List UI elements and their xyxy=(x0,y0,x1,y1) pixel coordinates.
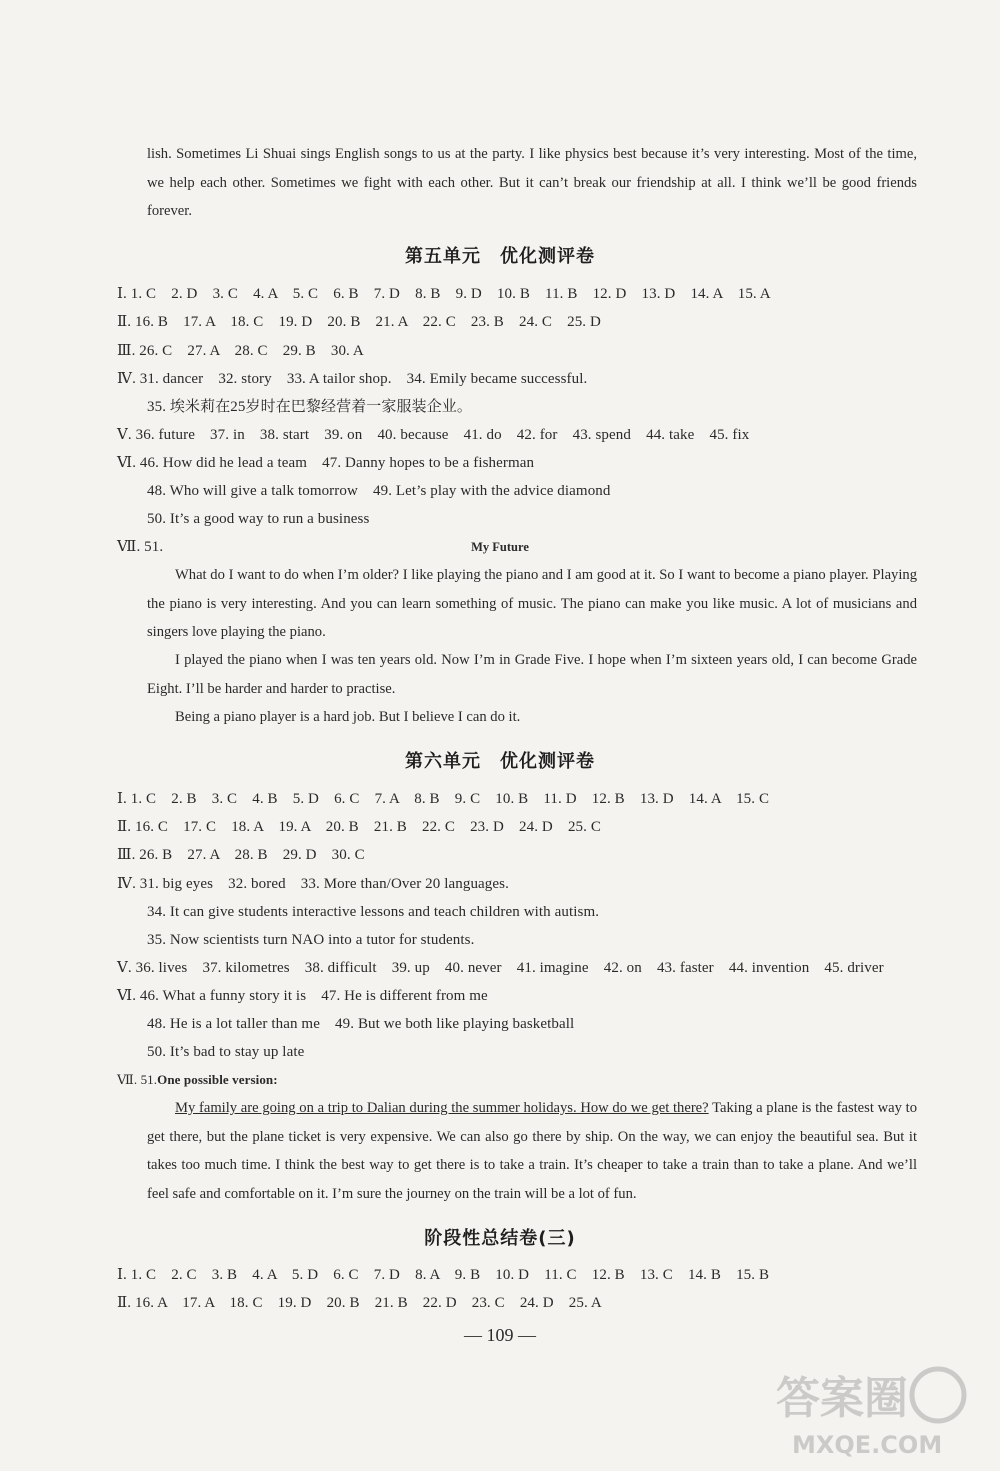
unit6-line-9: 48. He is a lot taller than me 49. But we both like playing basketball xyxy=(147,1016,575,1032)
unit6-essay-underlined: My family are going on a trip to Dalian during the summer holidays. How do we get there? xyxy=(175,1100,709,1116)
unit5-line-6: Ⅴ. 36. future 37. in 38. start 39. on 40. because 41. do 42. for 43. spend 44. take 45. fix xyxy=(117,427,750,443)
unit5-title: 第五单元 优化测评卷 xyxy=(405,246,595,267)
unit6-line-6: 35. Now scientists turn NAO into a tutor for students. xyxy=(147,932,475,948)
unit6-line-3: Ⅲ. 26. B 27. A 28. B 29. D 30. C xyxy=(117,847,365,863)
unit6-q51-label: One possible version: xyxy=(157,1072,278,1087)
watermark-text: 答案圈 xyxy=(776,1373,908,1424)
unit5-line-4: Ⅳ. 31. dancer 32. story 33. A tailor shop. 34. Emily became successful. xyxy=(117,371,588,387)
unit5-essay-paragraph-2: I played the piano when I was ten years old. Now I’m in Grade Five. I hope when I’m sixteen years old, I can become Grade Eight. I’ll be harder and harder to practise. xyxy=(147,652,917,697)
unit6-q51 xyxy=(117,1071,278,1089)
unit6-line-2: Ⅱ. 16. C 17. C 18. A 19. A 20. B 21. B 22. C 23. D 24. D 25. C xyxy=(117,819,601,835)
watermark-logo xyxy=(766,1361,976,1461)
unit6-essay-rest: Taking a plane is the fastest way to get there, but the plane ticket is very expensive. We can also go there by ship. On the way, we can enjoy the beautiful sea. But it takes too much time. I think the best way to get there is to take a train. It’s cheaper to take a train than to take a plane. And we’ll feel safe and comfortable on it. I’m sure the journey on the train will be a lot of fun. xyxy=(147,1100,917,1202)
unit6-line-5: 34. It can give students interactive lessons and teach children with autism. xyxy=(147,904,600,920)
unit6-line-4: Ⅳ. 31. big eyes 32. bored 33. More than/Over 20 languages. xyxy=(117,876,509,892)
unit5-line-9: 50. It’s a good way to run a business xyxy=(147,511,370,527)
unit5-line-5: 35. 埃米莉在25岁时在巴黎经营着一家服装企业。 xyxy=(147,399,473,415)
unit6-q51-prefix: Ⅶ. 51. xyxy=(117,1072,158,1087)
unit5-essay-paragraph-3: Being a piano player is a hard job. But I believe I can do it. xyxy=(175,709,521,725)
unit6-line-7: Ⅴ. 36. lives 37. kilometres 38. difficult 39. up 40. never 41. imagine 42. on 43. faster 44. invention 45. driver xyxy=(117,960,884,976)
unit6-line-1: Ⅰ. 1. C 2. B 3. C 4. B 5. D 6. C 7. A 8. B 9. C 10. B 11. D 12. B 13. D 14. A 15. C xyxy=(117,791,770,807)
page-number: — 109 — xyxy=(464,1325,536,1345)
unit5-line-1: Ⅰ. 1. C 2. D 3. C 4. A 5. C 6. B 7. D 8. B 9. D 10. B 11. B 12. D 13. D 14. A 15. A xyxy=(117,286,771,302)
stage3-line-2: Ⅱ. 16. A 17. A 18. C 19. D 20. B 21. B 22. D 23. C 24. D 25. A xyxy=(117,1295,602,1311)
unit6-essay xyxy=(147,1094,917,1208)
unit6-line-10: 50. It’s bad to stay up late xyxy=(147,1044,305,1060)
stage3-line-1: Ⅰ. 1. C 2. C 3. B 4. A 5. D 6. C 7. D 8. A 9. B 10. D 11. C 12. B 13. C 14. B 15. B xyxy=(117,1267,770,1283)
watermark-graphic xyxy=(766,1361,976,1461)
unit5-line-2: Ⅱ. 16. B 17. A 18. C 19. D 20. B 21. A 22. C 23. B 24. C 25. D xyxy=(117,314,601,330)
watermark-url: MXQE.COM xyxy=(792,1431,943,1459)
unit6-line-8: Ⅵ. 46. What a funny story it is 47. He is different from me xyxy=(117,988,488,1004)
unit5-line-7: Ⅵ. 46. How did he lead a team 47. Danny hopes to be a fisherman xyxy=(117,455,535,471)
unit6-title: 第六单元 优化测评卷 xyxy=(405,751,595,772)
intro-paragraph: lish. Sometimes Li Shuai sings English songs to us at the party. I like physics best because it’s very interesting. Most of the time, we help each other. Sometimes we fight with each other. But it can’t break our friendship at all. I think we’ll be good friends forever. xyxy=(147,146,917,220)
stage3-title: 阶段性总结卷(三) xyxy=(424,1228,576,1249)
unit5-essay-title: My Future xyxy=(471,540,529,554)
unit5-line-8: 48. Who will give a talk tomorrow 49. Let’s play with the advice diamond xyxy=(147,483,611,499)
unit5-line-10: Ⅶ. 51. xyxy=(117,539,164,555)
unit5-essay-paragraph-1: What do I want to do when I’m older? I like playing the piano and I am good at it. So I want to become a piano player. Playing the piano is very interesting. And you can learn something of music. The piano can make you like music. A lot of musicians and singers love playing the piano. xyxy=(147,567,917,641)
unit5-line-3: Ⅲ. 26. C 27. A 28. C 29. B 30. A xyxy=(117,343,364,359)
